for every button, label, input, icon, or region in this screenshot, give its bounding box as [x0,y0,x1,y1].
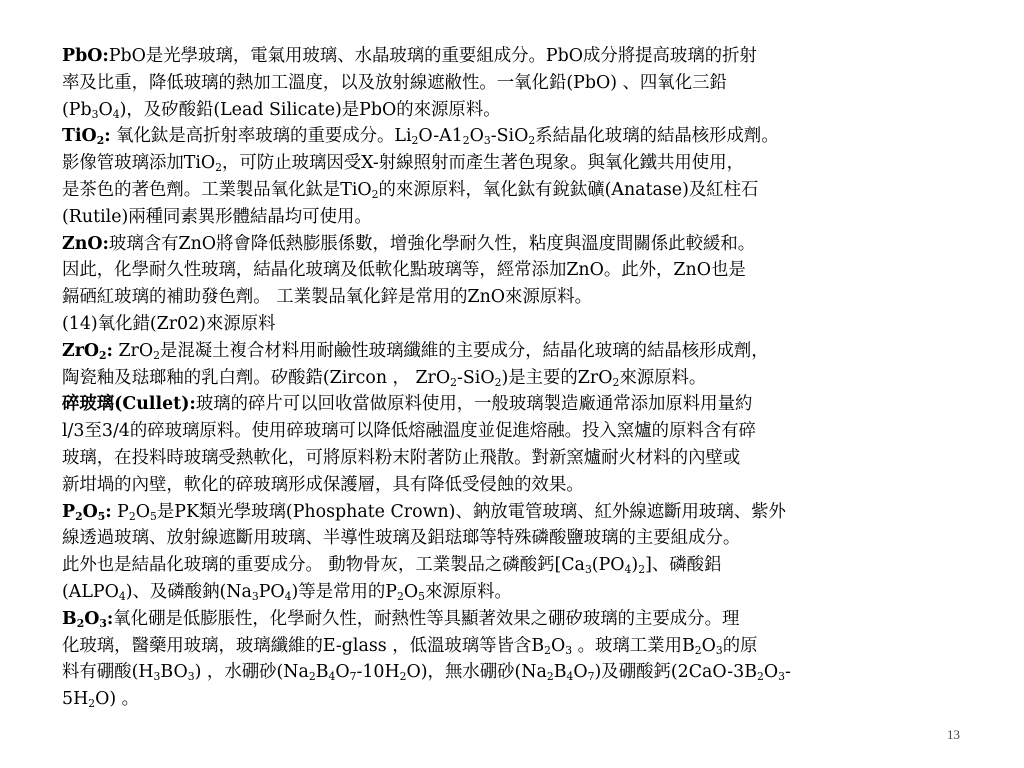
subscript: 2 [96,134,105,148]
text-run: )及硼酸鈣(2CaO-3B [594,662,758,683]
bold-term: : [105,501,112,522]
text-line [62,391,972,418]
text-run: 來源原料。 [619,367,707,388]
subscript: 2 [544,643,551,657]
text-run: O [701,635,716,656]
text-run: -10H [356,662,400,683]
text-run: 5H [62,689,89,710]
text-run: 玻璃，在投料時玻璃受熱軟化，可將原料粉末附著防止飛散。對新窯爐耐火材料的內壁或 [62,447,741,468]
text-run: 鎘硒紅玻璃的補助發色劑。 工業製品氧化鋅是常用的ZnO來源原料。 [62,287,593,308]
text-run: )是主要的ZrO [501,367,613,388]
text-run: 系結晶化玻璃的結晶核形成劑。 [535,126,779,147]
text-run: 來源原料。 [424,581,512,602]
text-run: 氧化鈦是高折射率玻璃的重要成分。Li [110,126,412,147]
text-line [62,552,972,579]
subscript: 2 [411,134,419,148]
subscript: 3 [715,643,723,657]
bold-term: O [82,501,98,522]
text-run: )、及磷酸鈉(Na [125,581,252,602]
text-line [62,365,972,392]
text-run: ]、磷酸鋁 [645,555,722,576]
text-run: 氧化硼是低膨脹性，化學耐久性，耐熱性等具顯著效果之硼矽玻璃的主要成分。理 [113,608,740,629]
text-line [62,150,972,177]
text-line [62,633,972,660]
text-line [62,338,972,365]
text-run: 的原 [722,635,758,656]
text-run: O [763,662,779,683]
text-run: ) ，水硼砂(Na [194,662,309,683]
text-line [62,284,972,311]
text-line [62,204,972,231]
text-run: O [550,635,566,656]
text-run: 的來源原料，氧化鈦有銳鈦礦(Anatase)及紅柱石 [378,179,759,200]
text-run: O)，無水硼砂(Na [406,662,547,683]
subscript: 3 [483,134,491,148]
bold-term: ZnO: [62,233,109,254]
subscript: 3 [91,107,99,121]
subscript: 2 [76,616,85,630]
subscript: 4 [118,589,126,603]
text-run: PbO是光學玻璃，電氣用玻璃、水晶玻璃的重要組成分。PbO成分將提高玻璃的折射 [108,46,757,66]
text-run: 因此，化學耐久性玻璃，結晶化玻璃及低軟化點玻璃等，經常添加ZnO。此外，ZnO也是 [62,260,746,281]
text-run: O-A1 [418,126,463,147]
text-run: O [573,662,588,683]
subscript: 2 [75,509,83,523]
subscript: 2 [128,509,136,523]
subscript: 3 [565,643,573,657]
subscript: 3 [153,670,161,684]
subscript: 3 [251,589,259,603]
text-run: O [98,99,113,120]
text-run: 影像管玻璃添加TiO [62,153,216,174]
text-line [62,418,972,445]
text-line [62,70,972,97]
bold-term: : [106,340,113,361]
subscript: 7 [349,670,357,684]
text-line [62,659,972,686]
text-run: ，可防止玻璃因受X-射線照射而產生著色現象。與氧化鐵共用使用， [222,153,744,174]
text-run: O [469,126,484,147]
subscript: 2 [694,643,702,657]
text-line [62,579,972,606]
text-line [62,472,972,499]
subscript: 2 [528,134,536,148]
text-run: ZrO [112,340,154,361]
text-line [62,231,972,258]
subscript: 2 [153,348,160,362]
subscript: 3 [99,616,107,630]
text-run: B [553,662,567,683]
text-line [62,445,972,472]
text-run: 新坩堝的內壁，軟化的碎玻璃形成保護層，具有降低受侵蝕的效果。 [62,474,584,495]
subscript: 4 [328,670,336,684]
text-run: PO [258,581,285,602]
subscript: 2 [612,375,620,389]
text-run: -SiO [456,367,495,388]
text-run: (Pb [62,99,92,120]
subscript: 2 [399,670,407,684]
subscript: 4 [566,670,574,684]
bold-term: 碎玻璃(Cullet): [62,394,196,415]
subscript: 2 [494,375,502,389]
text-run: O) 。 [95,689,140,710]
subscript: 4 [624,563,632,577]
subscript: 3 [584,563,592,577]
text-line [62,177,972,204]
bold-term: : [104,126,111,147]
text-run: 。玻璃工業用B [572,635,695,656]
text-run: P [111,501,129,522]
subscript: 2 [546,670,554,684]
text-run: 玻璃的碎片可以回收當做原料使用，一般玻璃製造廠通常添加原料用量約 [195,394,753,415]
text-run: O [335,662,350,683]
text-line [62,123,972,150]
text-run: (Rutile)兩種同素異形體結晶均可使用。 [62,206,372,227]
text-run: 陶瓷釉及琺瑯釉的乳白劑。矽酸鋯(Zircon ， ZrO [62,367,451,388]
bold-term: : [106,608,114,629]
subscript: 2 [99,348,107,362]
text-run: - [785,662,791,683]
text-line [62,257,972,284]
bold-term: P [62,501,76,522]
bold-term: B [62,608,77,629]
text-run: (PO [591,555,625,576]
text-line [62,525,972,552]
text-line [62,311,972,338]
text-run: 線透過玻璃、放射線遮斷用玻璃、半導性玻璃及鋁琺瑯等特殊磷酸鹽玻璃的主要組成分。 [62,528,741,549]
text-run: 率及比重，降低玻璃的熱加工溫度，以及放射線遮敝性。一氧化鉛(PbO) 、四氧化三鉛 [62,72,727,93]
text-run: 是混凝土複合材料用耐鹼性玻璃纖維的主要成分，結晶化玻璃的結晶核形成劑， [159,340,769,361]
subscript: 2 [88,697,96,711]
text-run: O [403,581,419,602]
text-run: 料有硼酸(H [62,662,154,683]
subscript: 5 [97,509,106,523]
page-number: 13 [947,727,960,742]
subscript: 2 [308,670,316,684]
subscript: 5 [150,509,157,523]
subscript: 4 [284,589,292,603]
text-run: BO [160,662,188,683]
subscript: 4 [112,107,120,121]
text-run: l/3至3/4的碎玻璃原料。使用碎玻璃可以降低熔融溫度並促進熔融。投入窯爐的原料含有碎 [62,421,756,442]
text-run: 此外也是結晶化玻璃的重要成分。 動物骨灰，工業製品之磷酸鈣[Ca [62,555,585,576]
text-run: )，及矽酸鉛(Lead Silicate)是PbO的來源原料。 [119,99,501,120]
subscript: 2 [371,188,379,201]
text-run: O [135,501,151,522]
text-run: (14)氧化錯(Zr02)來源原料 [62,313,276,334]
text-line [62,499,972,526]
subscript: 2 [396,589,404,603]
text-line [62,43,972,70]
subscript: 7 [587,670,595,684]
text-line [62,686,972,713]
text-run: ) [631,555,639,576]
text-line [62,606,972,633]
text-run: 是茶色的著色劑。工業製品氧化鈦是TiO [62,179,372,200]
text-run: 玻璃含有ZnO將會降低熱膨脹係數，增強化學耐久性，粘度與溫度間關係此較緩和。 [108,233,756,254]
text-run: )等是常用的P [291,581,397,602]
subscript: 2 [638,563,646,577]
subscript: 3 [187,670,195,684]
subscript: 3 [778,670,785,684]
subscript: 5 [418,589,425,603]
subscript: 2 [215,161,223,175]
text-run: 是PK類光學玻璃(Phosphate Crown)、鈉放電管玻璃、紅外線遮斷用玻璃、紫外 [156,501,786,522]
bold-term: TiO [62,126,97,147]
document-body [62,43,972,713]
text-run: (ALPO [62,581,119,602]
bold-term: PbO: [62,46,109,66]
bold-term: O [84,608,100,629]
text-run: 化玻璃，醫藥用玻璃，玻璃纖維的E-glass ，低溫玻璃等皆含B [62,635,545,656]
subscript: 2 [450,375,457,389]
subscript: 2 [757,670,764,684]
subscript: 2 [462,134,470,148]
text-line [62,97,972,124]
bold-term: ZrO [62,340,100,361]
text-run: B [315,662,329,683]
text-run: -SiO [490,126,529,147]
